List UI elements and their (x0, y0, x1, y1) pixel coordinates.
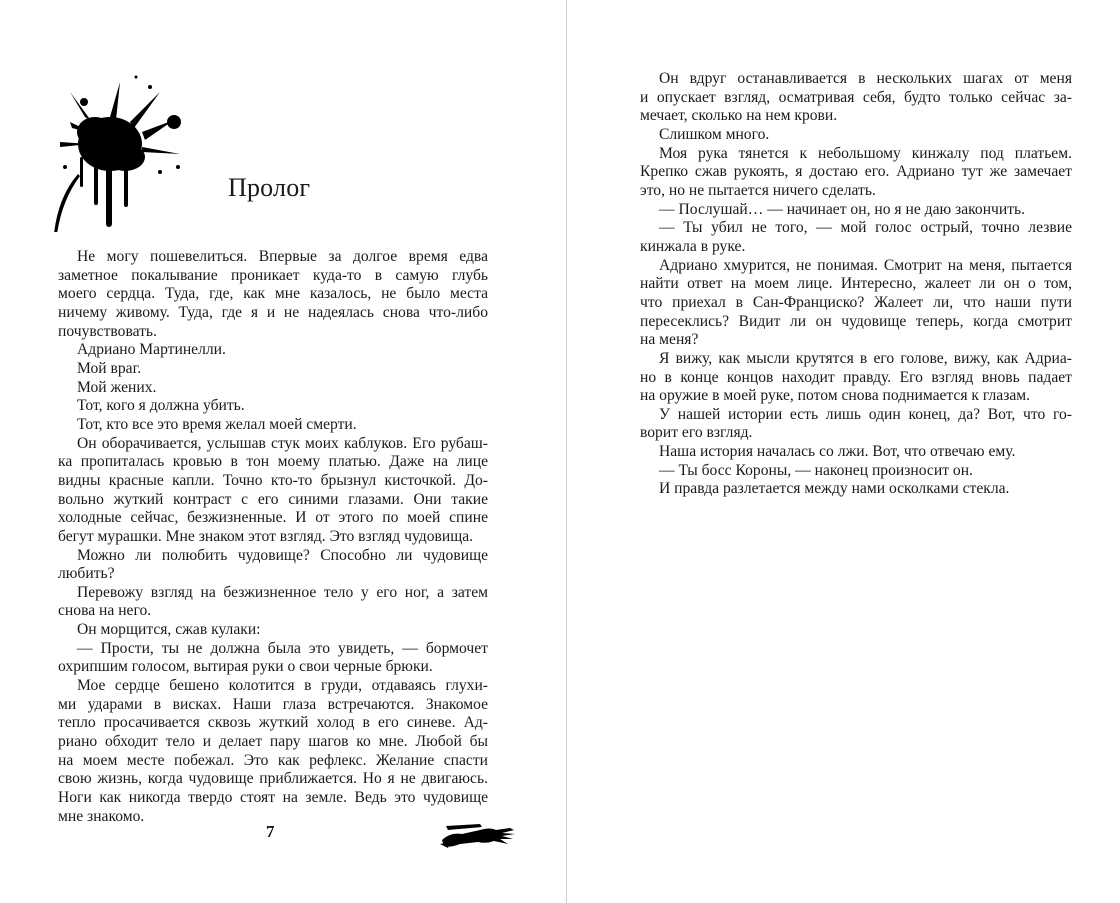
text-line: Крепко сжав рукоять, я достаю его. Адриано тут же замечает (640, 163, 1072, 181)
text-line: мечает, сколько на нем крови. (640, 107, 838, 125)
text-line: тепло просачивается сквозь жуткий холод в его синеве. Ад- (58, 714, 488, 732)
text-line: и опускает взгляд, осматривая себя, будто только сейчас за- (640, 88, 1072, 106)
text-line: Можно ли полюбить чудовище? Способно ли чудовище (77, 546, 488, 564)
text-line: ничему живому. Туда, где я и не надеялась снова что-либо (58, 303, 488, 321)
text-line: но в конце концов находит правду. Его взгляд вновь падает (640, 368, 1072, 386)
text-line: Не могу пошевелиться. Впервые за долгое время едва (77, 248, 488, 265)
text-line: — Ты босс Короны, — наконец произносит он. (659, 461, 973, 479)
text-line: свою жизнь, когда чудовище приближается. Но я не двигаюсь. (58, 770, 488, 788)
text-line: моего сердца. Туда, где, как мне казалось, не было места (58, 285, 488, 303)
text-line: это, но не пытается ничего сделать. (640, 181, 876, 199)
text-line: Тот, кого я должна убить. (77, 397, 245, 415)
text-line: Мое сердце бешено колотится в груди, отдаваясь глухи- (77, 677, 488, 695)
text-line: на меня? (640, 331, 699, 349)
text-line: Он вдруг останавливается в нескольких шагах от меня (659, 70, 1072, 87)
text-line: Ноги как никогда твердо стоят на земле. Ведь это чудовище (58, 789, 488, 807)
text-line: — Ты убил не того, — мой голос острый, точно лезвие (659, 219, 1072, 237)
page-number: 7 (266, 822, 275, 841)
text-line: почувствовать. (58, 322, 157, 340)
text-line: Моя рука тянется к небольшому кинжалу под платьем. (659, 144, 1072, 162)
text-line: бегут мурашки. Мне знаком этот взгляд. Это взгляд чудовища. (58, 527, 474, 545)
text-line: риано обходит тело и делает пару шагов ко мне. Любой бы (58, 733, 488, 751)
text-line: Тот, кто все это время желал моей смерти. (77, 415, 357, 433)
text-line: холодные сейчас, безжизненные. И от этого по моей спине (58, 509, 488, 527)
text-line: Он оборачивается, услышав стук моих каблуков. Его рубаш- (77, 434, 488, 452)
text-line: ми ударами в висках. Наши глаза встречаются. Знакомое (58, 695, 488, 713)
text-line: на оружие в моей руке, потом снова поднимается к глазам. (640, 387, 1031, 405)
body-text (640, 70, 1072, 499)
text-line: видны красные капли. Точно кто-то брызнул кисточкой. До- (58, 471, 488, 489)
text-line: пересеклись? Видит ли он чудовище теперь, когда смотрит (640, 312, 1072, 330)
hand-ornament-icon (440, 818, 518, 850)
text-line: Перевожу взгляд на безжизненное тело у его ног, а затем (77, 583, 488, 601)
text-line: заметное покалывание проникает куда-то в самую глубь (58, 266, 488, 284)
text-line: Мой враг. (77, 359, 142, 377)
text-line: найти ответ на моем лице. Интересно, жалеет ли он о том, (640, 275, 1072, 293)
text-line: снова на него. (58, 602, 152, 620)
text-line: ворит его взгляд. (640, 424, 753, 442)
text-line: Мой жених. (77, 378, 157, 396)
text-line: Адриано Мартинелли. (77, 341, 226, 359)
text-line: У нашей истории есть лишь один конец, да? Вот, что го- (659, 405, 1072, 423)
text-line: ка пропиталась кровью в тон моему платью. Даже на лице (58, 453, 488, 471)
text-line: Адриано хмурится, не понимая. Смотрит на меня, пытается (659, 256, 1072, 274)
text-line: кинжала в руке. (640, 237, 746, 255)
body-text (58, 248, 488, 826)
text-line: любить? (58, 565, 115, 583)
chapter-title: Пролог (228, 173, 311, 202)
text-line: — Прости, ты не должна была это увидеть, — бормочет (77, 639, 488, 657)
right-page (567, 0, 1120, 903)
text-line: охрипшим голосом, вытирая руки о свои черные брюки. (58, 658, 433, 676)
text-line: Он морщится, сжав кулаки: (77, 621, 261, 639)
text-line: Слишком много. (659, 125, 770, 143)
text-line: мне знакомо. (58, 807, 145, 825)
text-line: Наша история началась со лжи. Вот, что отвечаю ему. (659, 443, 1016, 461)
text-line: — Послушай… — начинает он, но я не даю закончить. (659, 200, 1026, 218)
ink-splatter-icon (50, 62, 200, 232)
text-line: И правда разлетается между нами осколками стекла. (659, 480, 1010, 498)
text-line: на моем месте побежал. Это как рефлекс. Желание спасти (58, 751, 488, 769)
text-line: что приехал в Сан-Франциско? Жалеет ли, что наши пути (640, 293, 1072, 311)
text-line: Я вижу, как мысли крутятся в его голове, вижу, как Адриа- (659, 349, 1072, 367)
text-line: вольно жуткий контраст с его синими глазами. Они такие (58, 490, 488, 508)
